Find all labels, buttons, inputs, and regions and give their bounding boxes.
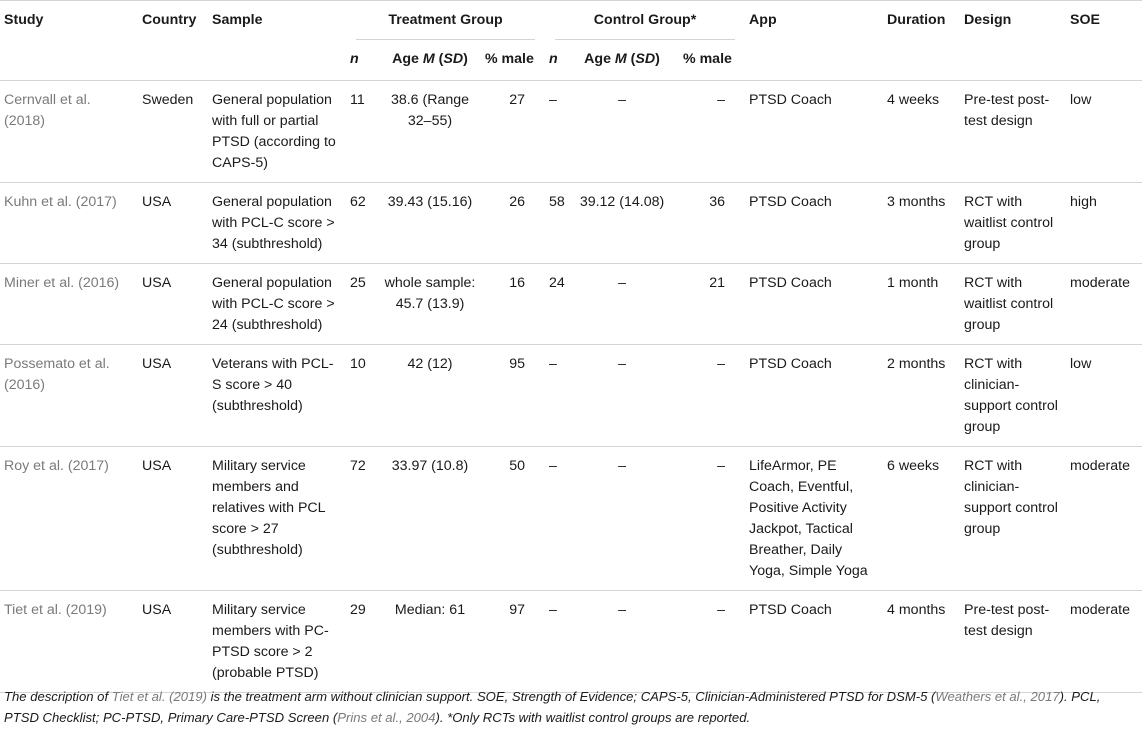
cell-t-male: 97 <box>481 591 545 693</box>
cell-design: RCT with waitlist control group <box>960 264 1066 345</box>
footnote-link-prins[interactable]: Prins et al., 2004 <box>337 710 436 725</box>
cell-design: Pre-test post-test design <box>960 591 1066 693</box>
cell-country: USA <box>138 183 208 264</box>
cell-soe: low <box>1066 81 1142 183</box>
cell-sample: Veterans with PCL-S score > 40 (subthreshold) <box>208 345 346 447</box>
table-row <box>0 264 1142 345</box>
cell-duration: 4 weeks <box>883 81 960 183</box>
cell-c-n: 58 <box>545 183 565 264</box>
header-study: Study <box>0 1 138 81</box>
table-row <box>0 591 1142 693</box>
cell-country: USA <box>138 264 208 345</box>
cell-design: RCT with clinician-support control group <box>960 447 1066 591</box>
cell-design: RCT with clinician-support control group <box>960 345 1066 447</box>
cell-t-age: whole sample: 45.7 (13.9) <box>379 264 481 345</box>
cell-t-male: 16 <box>481 264 545 345</box>
cell-app: LifeArmor, PE Coach, Eventful, Positive Activity Jackpot, Tactical Breather, Daily Yoga, Simple Yoga <box>745 447 883 591</box>
footnote-text: ). PCL, PTSD Checklist; PC-PTSD, Primary Care-PTSD Screen ( <box>4 689 1101 725</box>
table-row <box>0 183 1142 264</box>
header-app: App <box>745 1 883 81</box>
header-treatment-age: Age M (SD) <box>379 41 481 81</box>
footnote-text: The description of <box>4 689 112 704</box>
cell-t-male: 50 <box>481 447 545 591</box>
treatment-group-label: Treatment Group <box>356 10 535 40</box>
cell-country: Sweden <box>138 81 208 183</box>
cell-sample: Military service members with PC-PTSD score > 2 (probable PTSD) <box>208 591 346 693</box>
cell-c-n: – <box>545 81 565 183</box>
cell-t-n: 11 <box>346 81 379 183</box>
cell-duration: 2 months <box>883 345 960 447</box>
cell-c-n: – <box>545 591 565 693</box>
cell-t-age: 39.43 (15.16) <box>379 183 481 264</box>
header-treatment-group <box>346 1 545 42</box>
table-row <box>0 81 1142 183</box>
header-treatment-male: % male <box>481 41 545 81</box>
age-m-label: M <box>614 51 627 67</box>
cell-c-n: 24 <box>545 264 565 345</box>
cell-soe: low <box>1066 345 1142 447</box>
cell-c-age: – <box>565 591 679 693</box>
header-sample: Sample <box>208 1 346 81</box>
cell-c-age: – <box>565 345 679 447</box>
cell-sample: General population with full or partial PTSD (according to CAPS-5) <box>208 81 346 183</box>
cell-c-male: 21 <box>679 264 745 345</box>
footnote-text: ). *Only RCTs with waitlist control groups are reported. <box>435 710 751 725</box>
cell-study: Roy et al. (2017) <box>0 447 138 591</box>
age-m-label: M <box>422 51 435 67</box>
cell-t-n: 25 <box>346 264 379 345</box>
age-label: Age <box>392 51 423 67</box>
age-sd-label: SD <box>635 51 656 67</box>
cell-c-n: – <box>545 345 565 447</box>
cell-t-n: 62 <box>346 183 379 264</box>
cell-duration: 4 months <box>883 591 960 693</box>
cell-app: PTSD Coach <box>745 591 883 693</box>
age-label: Age <box>584 51 615 67</box>
header-row-1 <box>0 1 1142 42</box>
cell-duration: 6 weeks <box>883 447 960 591</box>
cell-study: Cernvall et al. (2018) <box>0 81 138 183</box>
header-treatment-n <box>346 41 379 81</box>
control-group-label: Control Group* <box>555 10 735 40</box>
cell-sample: Military service members and relatives with PCL score > 27 (subthreshold) <box>208 447 346 591</box>
cell-app: PTSD Coach <box>745 183 883 264</box>
cell-c-male: – <box>679 81 745 183</box>
cell-t-n: 72 <box>346 447 379 591</box>
cell-study: Kuhn et al. (2017) <box>0 183 138 264</box>
cell-t-n: 29 <box>346 591 379 693</box>
n-label: n <box>549 51 558 67</box>
cell-app: PTSD Coach <box>745 81 883 183</box>
cell-c-age: – <box>565 264 679 345</box>
cell-soe: moderate <box>1066 591 1142 693</box>
cell-design: RCT with waitlist control group <box>960 183 1066 264</box>
cell-t-age: 38.6 (Range 32–55) <box>379 81 481 183</box>
table-row <box>0 447 1142 591</box>
cell-app: PTSD Coach <box>745 345 883 447</box>
cell-c-age: 39.12 (14.08) <box>565 183 679 264</box>
cell-duration: 1 month <box>883 264 960 345</box>
cell-study: Tiet et al. (2019) <box>0 591 138 693</box>
cell-soe: moderate <box>1066 447 1142 591</box>
cell-t-age: 33.97 (10.8) <box>379 447 481 591</box>
cell-c-male: – <box>679 447 745 591</box>
cell-c-male: – <box>679 345 745 447</box>
footnote-link-weathers[interactable]: Weathers et al., 2017 <box>935 689 1060 704</box>
cell-soe: moderate <box>1066 264 1142 345</box>
header-soe: SOE <box>1066 1 1142 81</box>
cell-t-age: 42 (12) <box>379 345 481 447</box>
cell-t-male: 27 <box>481 81 545 183</box>
cell-c-male: 36 <box>679 183 745 264</box>
header-control-male: % male <box>679 41 745 81</box>
age-sd-label: SD <box>443 51 464 67</box>
header-control-n <box>545 41 565 81</box>
cell-app: PTSD Coach <box>745 264 883 345</box>
cell-country: USA <box>138 447 208 591</box>
cell-soe: high <box>1066 183 1142 264</box>
cell-t-n: 10 <box>346 345 379 447</box>
cell-c-n: – <box>545 447 565 591</box>
cell-t-male: 95 <box>481 345 545 447</box>
header-design: Design <box>960 1 1066 81</box>
cell-design: Pre-test post-test design <box>960 81 1066 183</box>
table-footnote <box>4 686 1138 728</box>
cell-c-age: – <box>565 81 679 183</box>
cell-c-age: – <box>565 447 679 591</box>
header-country: Country <box>138 1 208 81</box>
header-duration: Duration <box>883 1 960 81</box>
cell-country: USA <box>138 591 208 693</box>
cell-study: Miner et al. (2016) <box>0 264 138 345</box>
cell-study: Possemato et al. (2016) <box>0 345 138 447</box>
cell-t-male: 26 <box>481 183 545 264</box>
cell-sample: General population with PCL-C score > 34 (subthreshold) <box>208 183 346 264</box>
footnote-text: is the treatment arm without clinician support. SOE, Strength of Evidence; CAPS-5, Clinician-Administered PTSD for DSM-5 ( <box>206 689 936 704</box>
cell-sample: General population with PCL-C score > 24 (subthreshold) <box>208 264 346 345</box>
footnote-link-tiet[interactable]: Tiet et al. (2019) <box>111 689 207 704</box>
cell-c-male: – <box>679 591 745 693</box>
header-control-group <box>545 1 745 42</box>
n-label: n <box>350 51 359 67</box>
cell-duration: 3 months <box>883 183 960 264</box>
header-control-age: Age M (SD) <box>565 41 679 81</box>
table-row <box>0 345 1142 447</box>
cell-country: USA <box>138 345 208 447</box>
cell-t-age: Median: 61 <box>379 591 481 693</box>
